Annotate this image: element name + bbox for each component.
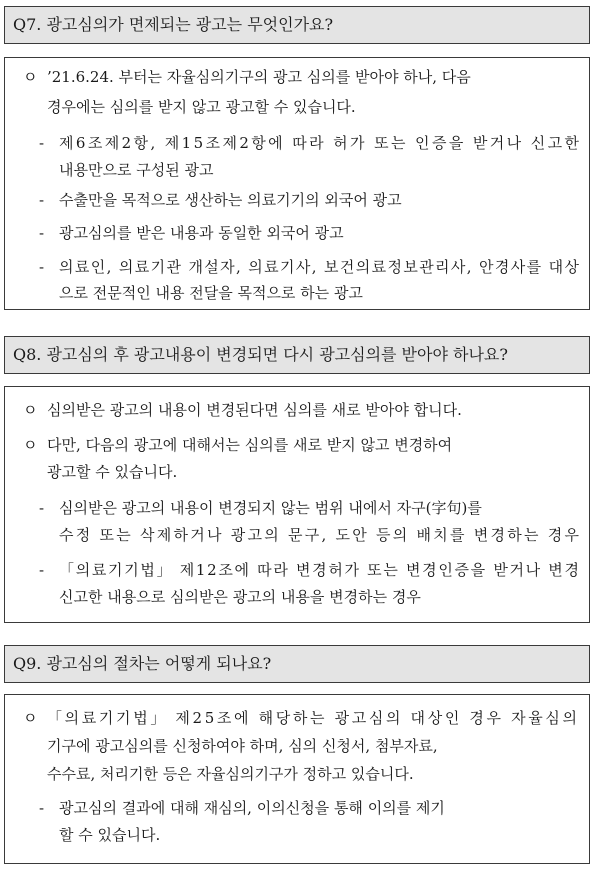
dash-bullet-icon: - [39, 799, 45, 817]
q8-line: 「의료기기법」 제12조에 따라 변경허가 또는 변경인증을 받거나 변경 [59, 561, 581, 579]
circle-bullet-icon: ㅇ [23, 436, 38, 454]
dash-bullet-icon: - [39, 499, 45, 517]
q9-title: Q9. 광고심의 절차는 어떻게 되나요? [13, 654, 272, 673]
q7-line: 내용만으로 구성된 광고 [59, 161, 214, 179]
q7-line: ’21.6.24. 부터는 자율심의기구의 광고 심의를 받아야 하나, 다음 [47, 68, 471, 86]
q7-title: Q7. 광고심의가 면제되는 광고는 무엇인가요? [13, 15, 334, 34]
q7-line: 광고심의를 받은 내용과 동일한 외국어 광고 [59, 224, 344, 242]
circle-bullet-icon: ㅇ [23, 401, 38, 419]
q8-line: 다만, 다음의 광고에 대해서는 심의를 새로 받지 않고 변경하여 [47, 436, 453, 454]
dash-bullet-icon: - [39, 191, 45, 209]
circle-bullet-icon: ㅇ [23, 709, 38, 727]
q8-line: 심의받은 광고의 내용이 변경되지 않는 범위 내에서 자구(字句)를 [59, 499, 482, 517]
q9-line: 기구에 광고심의를 신청하여야 하며, 심의 신청서, 첨부자료, [47, 737, 438, 755]
q9-line: 「의료기기법」 제25조에 해당하는 광고심의 대상인 경우 자율심의 [47, 709, 580, 727]
q7-line: 제6조제2항, 제15조제2항에 따라 허가 또는 인증을 받거나 신고한 [59, 134, 582, 152]
q9-line: 수수료, 처리기한 등은 자율심의기구가 정하고 있습니다. [47, 765, 414, 783]
q7-line: 경우에는 심의를 받지 않고 광고할 수 있습니다. [47, 98, 356, 116]
dash-bullet-icon: - [39, 258, 45, 276]
q8-answer-box [4, 386, 590, 623]
q7-line: 으로 전문적인 내용 전달을 목적으로 하는 광고 [59, 284, 363, 302]
q9-line: 광고심의 결과에 대해 재심의, 이의신청을 통해 이의를 제기 [59, 799, 445, 817]
q8-line: 수정 또는 삭제하거나 광고의 문구, 도안 등의 배치를 변경하는 경우 [59, 526, 582, 544]
dash-bullet-icon: - [39, 134, 45, 152]
q9-answer-box [4, 694, 590, 864]
q9-line: 할 수 있습니다. [59, 826, 161, 844]
circle-bullet-icon: ㅇ [23, 68, 38, 86]
q7-line: 수출만을 목적으로 생산하는 의료기기의 외국어 광고 [59, 191, 402, 209]
q8-line: 신고한 내용으로 심의받은 광고의 내용을 변경하는 경우 [59, 588, 421, 606]
q8-line: 심의받은 광고의 내용이 변경된다면 심의를 새로 받아야 합니다. [47, 401, 462, 419]
q8-heading [4, 336, 590, 374]
q7-heading [4, 6, 590, 44]
dash-bullet-icon: - [39, 561, 45, 579]
q8-line: 광고할 수 있습니다. [47, 463, 178, 481]
q7-line: 의료인, 의료기관 개설자, 의료기사, 보건의료정보관리사, 안경사를 대상 [59, 258, 581, 276]
q7-answer-box [4, 57, 590, 310]
dash-bullet-icon: - [39, 224, 45, 242]
q8-title: Q8. 광고심의 후 광고내용이 변경되면 다시 광고심의를 받아야 하나요? [13, 345, 508, 364]
q9-heading [4, 645, 590, 683]
